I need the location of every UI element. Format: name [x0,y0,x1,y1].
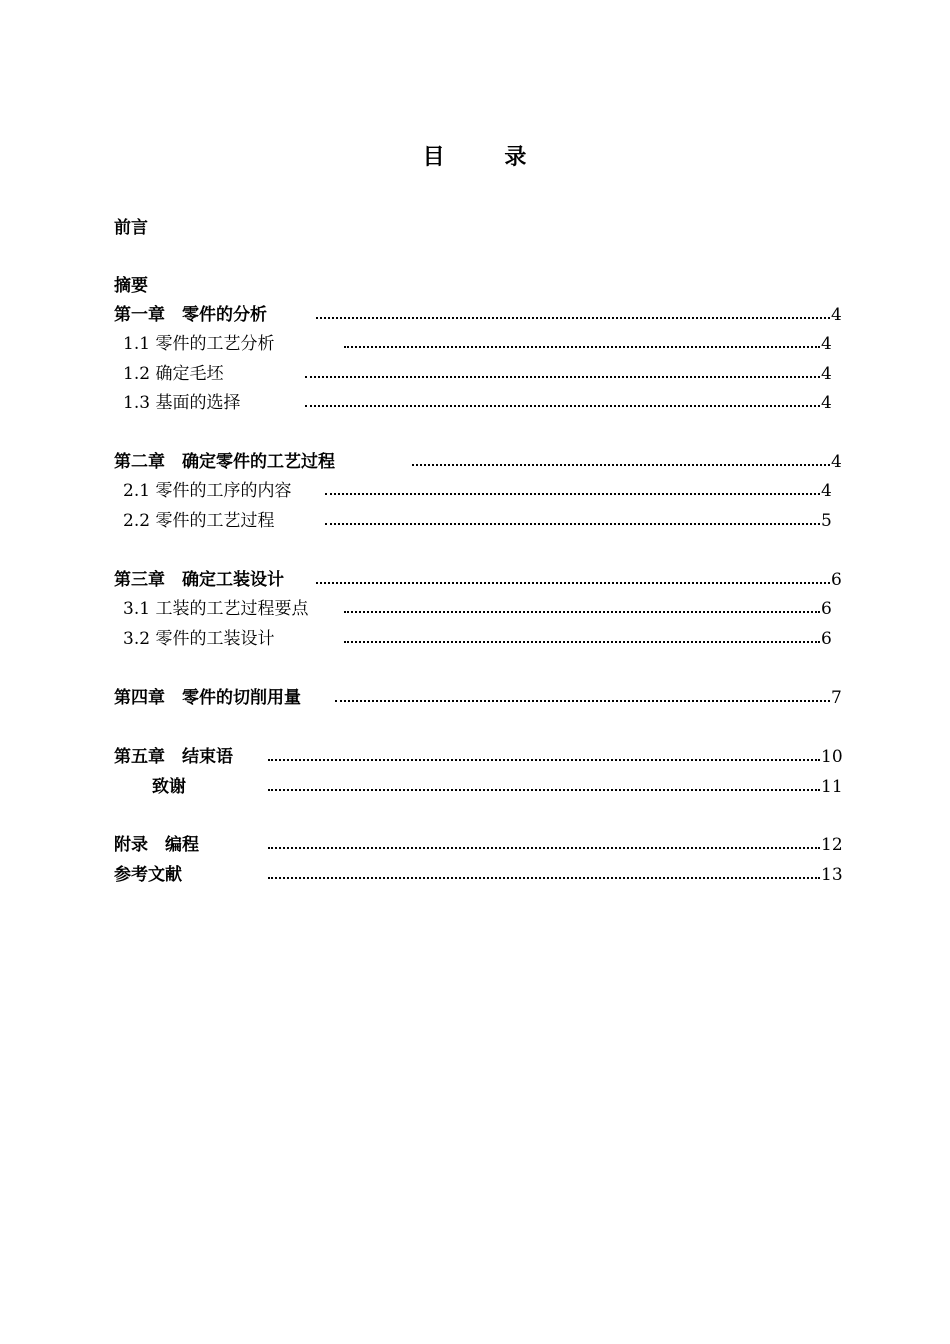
toc-entry-section-1-1[interactable] [0,331,950,357]
toc-entry-label: 第二章 确定零件的工艺过程 [114,452,335,472]
dot-leader [268,877,820,879]
toc-page-number: 13 [821,865,843,885]
toc-entry-label: 第四章 零件的切削用量 [114,688,301,708]
toc-page-number: 5 [821,511,832,531]
toc-entry-references[interactable] [0,862,950,888]
toc-entry-label: 附录 编程 [114,835,199,855]
toc-entry-preface[interactable] [0,215,950,241]
toc-entry-section-1-2[interactable] [0,361,950,387]
toc-page-number: 4 [821,364,832,384]
dot-leader [335,700,830,702]
toc-entry-section-3-2[interactable] [0,626,950,652]
dot-leader [325,523,820,525]
toc-entry-label: 2.1 零件的工序的内容 [123,481,292,501]
toc-page-number: 11 [821,777,843,797]
toc-entry-label: 参考文献 [114,865,182,885]
dot-leader [412,464,830,466]
toc-page-number: 4 [821,481,832,501]
toc-page-number: 4 [831,305,842,325]
toc-entry-chapter-4[interactable] [0,685,950,711]
toc-entry-section-3-1[interactable] [0,596,950,622]
dot-leader [268,847,820,849]
toc-entry-label: 1.2 确定毛坯 [123,364,224,384]
toc-page-number: 4 [831,452,842,472]
dot-leader [344,346,820,348]
toc-entry-label: 第三章 确定工装设计 [114,570,284,590]
toc-entry-label: 2.2 零件的工艺过程 [123,511,275,531]
toc-entry-acknowledgements[interactable] [0,774,950,800]
toc-page-number: 7 [831,688,842,708]
toc-page-number: 10 [821,747,843,767]
toc-entry-abstract[interactable] [0,273,950,299]
dot-leader [268,759,820,761]
toc-entry-chapter-3[interactable] [0,567,950,593]
toc-page-number: 6 [831,570,842,590]
toc-page-number: 6 [821,599,832,619]
toc-entry-section-2-2[interactable] [0,508,950,534]
toc-entry-label: 3.2 零件的工装设计 [123,629,275,649]
dot-leader [344,611,820,613]
toc-entry-label: 1.1 零件的工艺分析 [123,334,275,354]
toc-entry-label: 第一章 零件的分析 [114,305,267,325]
toc-entry-chapter-1[interactable] [0,302,950,328]
toc-entry-chapter-5[interactable] [0,744,950,770]
dot-leader [268,789,820,791]
dot-leader [316,317,830,319]
toc-page-number: 6 [821,629,832,649]
toc-page-number: 4 [821,393,832,413]
toc-entry-label: 3.1 工装的工艺过程要点 [123,599,309,619]
toc-entry-label: 第五章 结束语 [114,747,233,767]
dot-leader [344,641,820,643]
toc-page-number: 12 [821,835,843,855]
toc-entry-label: 前言 [114,218,148,238]
page-title: 目 录 [422,145,553,170]
dot-leader [325,493,820,495]
toc-entry-section-1-3[interactable] [0,390,950,416]
dot-leader [305,405,820,407]
toc-entry-appendix[interactable] [0,832,950,858]
toc-entry-label: 致谢 [152,777,186,797]
dot-leader [305,376,820,378]
toc-entry-label: 摘要 [114,276,148,296]
toc-entry-label: 1.3 基面的选择 [123,393,241,413]
toc-page-number: 4 [821,334,832,354]
toc-entry-chapter-2[interactable] [0,449,950,475]
dot-leader [316,582,830,584]
toc-entry-section-2-1[interactable] [0,478,950,504]
